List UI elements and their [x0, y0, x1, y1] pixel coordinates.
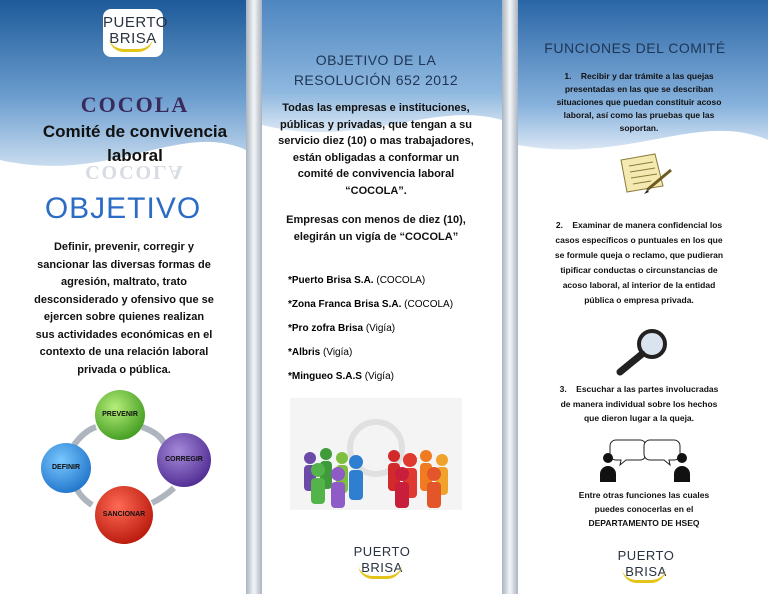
function-text: Recibir y dar trámite a las quejas presentadas en las que se describan situaciones que puedan constituir acoso laboral, así como las pruebas que las soportan.	[556, 71, 722, 133]
panel-separator	[246, 0, 262, 594]
cycle-label-definir: DEFINIR	[52, 464, 80, 471]
objective-body: Definir, prevenir, corregir y sancionar las diversas formas de agresión, maltrato, trato desconsiderado y ofensivo que se ejercen sobre quienes realizan sus actividades económicas en el contexto de una relación laboral privada o pública.	[34, 241, 214, 376]
logo-swoosh	[622, 568, 666, 583]
logo-swoosh	[109, 37, 153, 52]
function-item-3	[554, 382, 724, 426]
list-item: *Zona Franca Brisa S.A. (COCOLA)	[288, 299, 454, 310]
panel-separator	[502, 0, 518, 594]
document-pen-icon	[613, 150, 675, 196]
panel-right	[518, 0, 768, 594]
brand-reflection: COCOLA	[85, 161, 185, 183]
logo-line2: BRISA	[625, 564, 667, 579]
resolution-paragraph	[276, 100, 476, 199]
list-item: *Puerto Brisa S.A. (COCOLA)	[288, 275, 426, 286]
list-item: *Mingueo S.A.S (Vigía)	[288, 371, 394, 382]
logo-line1: PUERTO	[617, 548, 675, 563]
resolution-paragraph-cocola: “COCOLA”.	[345, 184, 407, 197]
list-item: *Pro zofra Brisa (Vigía)	[288, 323, 396, 334]
logo-swoosh	[358, 564, 402, 579]
company-logo	[616, 544, 676, 588]
cycle-label-corregir: CORREGIR	[165, 456, 203, 463]
list-item: *Albris (Vigía)	[288, 347, 353, 358]
small-company-text: Empresas con menos de diez (10), elegirán un vigía de	[286, 214, 466, 243]
crowd-illustration	[290, 398, 462, 510]
cycle-label-prevenir: PREVENIR	[102, 411, 138, 418]
company-list	[288, 275, 488, 395]
panel-left	[0, 0, 246, 594]
function-item-2	[554, 218, 724, 308]
function-num: 1.	[564, 71, 572, 81]
company-logo	[352, 540, 412, 584]
logo-line1: PUERTO	[103, 14, 168, 31]
panel-middle	[262, 0, 502, 594]
magnifier-icon	[614, 326, 674, 376]
closing-line-2: puedes conocerlas en el	[594, 504, 694, 514]
logo-line2: BRISA	[361, 560, 403, 575]
function-item-1	[554, 70, 724, 135]
logo-line1: PUERTO	[353, 544, 411, 559]
function-num: 2.	[555, 220, 563, 230]
conversation-icon	[598, 436, 692, 484]
hseq-department: DEPARTAMENTO DE HSEQ	[588, 518, 700, 528]
logo-line2: BRISA	[109, 30, 157, 47]
function-num: 3.	[559, 384, 567, 394]
function-text: Escuchar a las partes involucradas de manera individual sobre los hechos que dieron lugar a la queja.	[560, 384, 719, 423]
function-text: Examinar de manera confidencial los casos específicos o puntuales en los que se formule queja o reclamo, que pudieran tipificar conductas o circunstancias de acoso laboral, al interior de la entidad pública o empresa privada.	[554, 220, 724, 305]
committee-title: Comité de convivencia	[42, 122, 228, 141]
resolution-heading: OBJETIVO DE LA	[315, 52, 437, 68]
company-logo	[103, 9, 168, 57]
resolution-heading-2: RESOLUCIÓN 652 2012	[293, 72, 459, 88]
small-company-cocola: “COCOLA”	[399, 230, 459, 243]
committee-title-2: laboral	[107, 146, 163, 165]
functions-heading: FUNCIONES DEL COMITÉ	[544, 40, 726, 56]
cycle-label-sancionar: SANCIONAR	[102, 511, 146, 518]
closing-line-1: Entre otras funciones las cuales	[578, 490, 710, 500]
brand-title: COCOLA	[80, 92, 190, 117]
objective-heading: OBJETIVO	[44, 192, 202, 225]
small-company-paragraph	[276, 212, 476, 245]
resolution-paragraph-text: Todas las empresas e instituciones, públicas y privadas, que tengan a su servicio diez (10) o mas trabajadores, están obligadas a conformar un comité de convivencia laboral	[278, 102, 474, 180]
